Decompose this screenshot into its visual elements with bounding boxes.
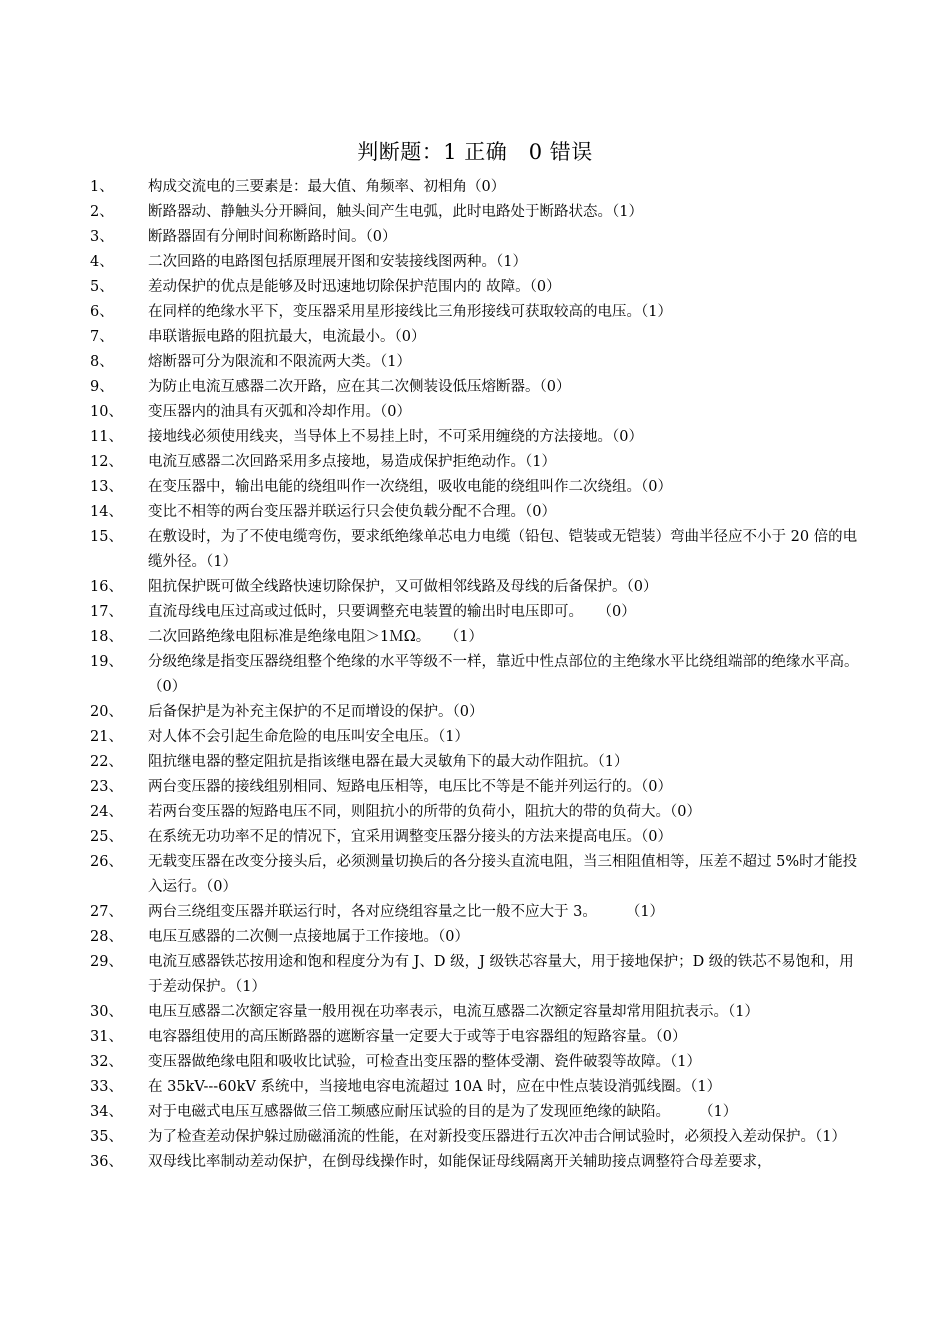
item-number: 21、 — [90, 729, 123, 745]
item-text: 在系统无功功率不足的情况下，宜采用调整变压器分接头的方法来提高电压。（0） — [148, 829, 672, 845]
item-text: 电压互感器的二次侧一点接地属于工作接地。（0） — [148, 929, 469, 945]
item-number: 22、 — [90, 754, 123, 770]
item-number: 31、 — [90, 1029, 123, 1045]
list-item — [0, 775, 950, 800]
list-item — [0, 250, 950, 275]
item-text: 阻抗继电器的整定阻抗是指该继电器在最大灵敏角下的最大动作阻抗。（1） — [148, 754, 629, 770]
item-number: 15、 — [90, 529, 123, 545]
item-text: 差动保护的优点是能够及时迅速地切除保护范围内的 故障。（0） — [148, 279, 561, 295]
item-text: 接地线必须使用线夹，当导体上不易挂上时，不可采用缠绕的方法接地。（0） — [148, 429, 643, 445]
item-text: 二次回路的电路图包括原理展开图和安装接线图两种。（1） — [148, 254, 527, 270]
list-item — [0, 525, 950, 575]
list-item — [0, 1150, 950, 1175]
item-number: 2、 — [90, 204, 114, 220]
item-text: 若两台变压器的短路电压不同，则阻抗小的所带的负荷小，阻抗大的带的负荷大。（0） — [148, 804, 701, 820]
item-number: 10、 — [90, 404, 123, 420]
item-text: 后备保护是为补充主保护的不足而增设的保护。（0） — [148, 704, 484, 720]
item-text: 对于电磁式电压互感器做三倍工频感应耐压试验的目的是为了发现匝绝缘的缺陷。 （1） — [148, 1104, 738, 1120]
list-item — [0, 650, 950, 700]
item-text: 变压器做绝缘电阻和吸收比试验，可检查出变压器的整体受潮、瓷件破裂等故障。（1） — [148, 1054, 701, 1070]
list-item — [0, 725, 950, 750]
list-item — [0, 625, 950, 650]
item-number: 6、 — [90, 304, 114, 320]
list-item — [0, 375, 950, 400]
item-number: 35、 — [90, 1129, 123, 1145]
item-number: 1、 — [90, 179, 114, 195]
item-number: 18、 — [90, 629, 123, 645]
item-text: 构成交流电的三要素是：最大值、角频率、初相角（0） — [148, 179, 506, 195]
item-text: 在 35kV---60kV 系统中，当接地电容电流超过 10A 时，应在中性点装设消弧线圈。（1） — [148, 1079, 722, 1095]
item-text: 在敷设时，为了不使电缆弯伤，要求纸绝缘单芯电力电缆（铅包、铠装或无铠装）弯曲半径应不小于 20 倍的电缆外径。（1） — [148, 529, 858, 570]
item-number: 36、 — [90, 1154, 123, 1170]
list-item — [0, 700, 950, 725]
item-text: 无载变压器在改变分接头后，必须测量切换后的各分接头直流电阻，当三相阻值相等，压差不超过 5%时才能投入运行。（0） — [148, 854, 858, 895]
item-number: 4、 — [90, 254, 114, 270]
item-number: 23、 — [90, 779, 123, 795]
item-text: 二次回路绝缘电阻标准是绝缘电阻＞1ＭΩ。 （1） — [148, 629, 483, 645]
item-text: 分级绝缘是指变压器绕组整个绝缘的水平等级不一样，靠近中性点部位的主绝缘水平比绕组端部的绝缘水平高。（0） — [148, 654, 859, 695]
list-item — [0, 1075, 950, 1100]
item-text: 双母线比率制动差动保护，在倒母线操作时，如能保证母线隔离开关辅助接点调整符合母差要求， — [148, 1154, 772, 1170]
item-number: 27、 — [90, 904, 123, 920]
list-item — [0, 400, 950, 425]
item-number: 8、 — [90, 354, 114, 370]
item-text: 阻抗保护既可做全线路快速切除保护，又可做相邻线路及母线的后备保护。（0） — [148, 579, 658, 595]
list-item — [0, 800, 950, 825]
list-item — [0, 450, 950, 475]
item-number: 19、 — [90, 654, 123, 670]
item-number: 34、 — [90, 1104, 123, 1120]
item-number: 20、 — [90, 704, 123, 720]
item-text: 在同样的绝缘水平下，变压器采用星形接线比三角形接线可获取较高的电压。（1） — [148, 304, 672, 320]
list-item — [0, 750, 950, 775]
item-text: 电流互感器铁芯按用途和饱和程度分为有 J、D 级，J 级铁芯容量大，用于接地保护；D 级的铁芯不易饱和，用于差动保护。（1） — [148, 954, 854, 995]
item-text: 断路器动、静触头分开瞬间，触头间产生电弧，此时电路处于断路状态。（1） — [148, 204, 643, 220]
item-number: 28、 — [90, 929, 123, 945]
item-text: 串联谐振电路的阻抗最大，电流最小。（0） — [148, 329, 426, 345]
item-number: 25、 — [90, 829, 123, 845]
item-text: 电流互感器二次回路采用多点接地，易造成保护拒绝动作。（1） — [148, 454, 556, 470]
item-number: 11、 — [90, 429, 123, 445]
list-item — [0, 900, 950, 925]
list-item — [0, 1000, 950, 1025]
page-title: 判断题：1 正确 0 错误 — [357, 140, 593, 164]
item-text: 为了检查差动保护躲过励磁涌流的性能，在对新投变压器进行五次冲击合闸试验时，必须投入差动保护。（1） — [148, 1129, 846, 1145]
list-item — [0, 825, 950, 850]
item-number: 9、 — [90, 379, 114, 395]
list-item — [0, 500, 950, 525]
item-number: 26、 — [90, 854, 123, 870]
list-item — [0, 1025, 950, 1050]
list-item — [0, 200, 950, 225]
item-text: 断路器固有分闸时间称断路时间。（0） — [148, 229, 397, 245]
list-item — [0, 1050, 950, 1075]
item-number: 17、 — [90, 604, 123, 620]
list-item — [0, 350, 950, 375]
list-item — [0, 850, 950, 900]
list-item — [0, 425, 950, 450]
item-text: 在变压器中，输出电能的绕组叫作一次绕组，吸收电能的绕组叫作二次绕组。（0） — [148, 479, 672, 495]
item-text: 变压器内的油具有灭弧和冷却作用。（0） — [148, 404, 411, 420]
item-text: 对人体不会引起生命危险的电压叫安全电压。（1） — [148, 729, 469, 745]
item-text: 两台变压器的接线组别相同、短路电压相等，电压比不等是不能并列运行的。（0） — [148, 779, 672, 795]
item-number: 14、 — [90, 504, 123, 520]
item-number: 32、 — [90, 1054, 123, 1070]
item-text: 电容器组使用的高压断路器的遮断容量一定要大于或等于电容器组的短路容量。（0） — [148, 1029, 687, 1045]
list-item — [0, 275, 950, 300]
list-item — [0, 575, 950, 600]
item-text: 两台三绕组变压器并联运行时，各对应绕组容量之比一般不应大于 3。 （1） — [148, 904, 665, 920]
item-text: 电压互感器二次额定容量一般用视在功率表示，电流互感器二次额定容量却常用阻抗表示。（1） — [148, 1004, 759, 1020]
item-text: 变比不相等的两台变压器并联运行只会使负载分配不合理。（0） — [148, 504, 556, 520]
list-item — [0, 600, 950, 625]
item-number: 5、 — [90, 279, 114, 295]
list-item — [0, 925, 950, 950]
list-item — [0, 475, 950, 500]
list-item — [0, 1125, 950, 1150]
question-list — [0, 175, 950, 1175]
list-item — [0, 1100, 950, 1125]
item-number: 7、 — [90, 329, 114, 345]
list-item — [0, 175, 950, 200]
item-text: 直流母线电压过高或过低时，只要调整充电装置的输出时电压即可。 （0） — [148, 604, 636, 620]
item-number: 24、 — [90, 804, 123, 820]
item-text: 熔断器可分为限流和不限流两大类。（1） — [148, 354, 411, 370]
item-number: 30、 — [90, 1004, 123, 1020]
list-item — [0, 950, 950, 1000]
item-number: 12、 — [90, 454, 123, 470]
list-item — [0, 325, 950, 350]
item-text: 为防止电流互感器二次开路，应在其二次侧装设低压熔断器。（0） — [148, 379, 571, 395]
item-number: 16、 — [90, 579, 123, 595]
item-number: 3、 — [90, 229, 114, 245]
item-number: 33、 — [90, 1079, 123, 1095]
list-item — [0, 300, 950, 325]
item-number: 29、 — [90, 954, 123, 970]
list-item — [0, 225, 950, 250]
item-number: 13、 — [90, 479, 123, 495]
